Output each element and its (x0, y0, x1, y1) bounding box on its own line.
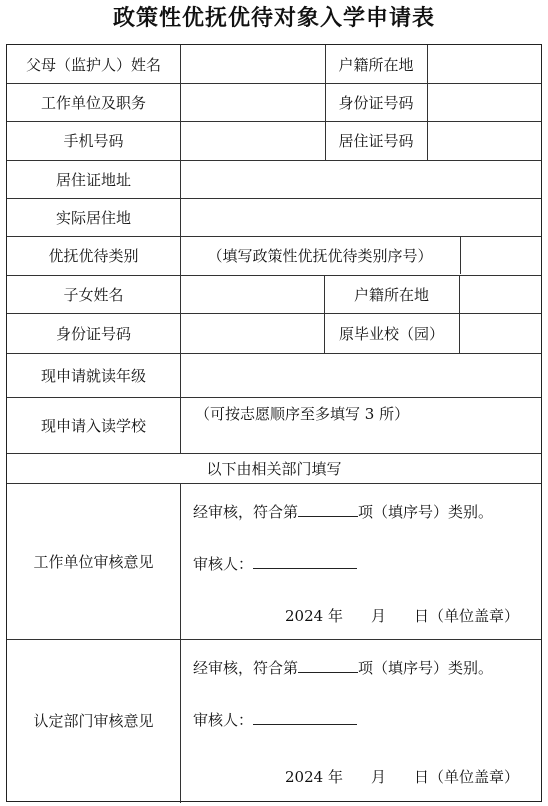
reviewer-signature-blank[interactable] (253, 567, 357, 569)
date-day-seal: 日（单位盖章） (413, 768, 519, 786)
child-hukou-field[interactable] (459, 275, 541, 313)
work-unit-label: 工作单位及职务 (40, 93, 146, 112)
reviewer-label: 审核人： (193, 711, 254, 729)
date-month: 月 (370, 768, 386, 786)
section-header: 以下由相关部门填写 (206, 459, 342, 478)
school-hint[interactable]: （可按志愿顺序至多填写 3 所） (195, 405, 410, 423)
parent-hukou-field[interactable] (427, 45, 541, 83)
child-id-number-label: 身份证号码 (55, 324, 131, 343)
parent-name-field[interactable] (180, 45, 325, 83)
grade-field[interactable] (180, 353, 541, 397)
category-extra-field[interactable] (460, 236, 541, 275)
parent-name-label: 父母（监护人）姓名 (25, 55, 161, 74)
review-line-prefix: 经审核，符合第 (193, 659, 299, 677)
authority-review-date (285, 766, 519, 787)
authority-review-label: 认定部门审核意见 (33, 711, 154, 730)
form-title: 政策性优抚优待对象入学申请表 (112, 5, 435, 31)
grade-label: 现申请就读年级 (40, 366, 146, 385)
residence-permit-address-field[interactable] (180, 160, 541, 198)
category-label: 优抚优待类别 (48, 247, 139, 265)
review-line-suffix: 项（填序号）类别。 (358, 503, 494, 521)
reviewer-label: 审核人： (193, 555, 254, 573)
category-hint[interactable]: （填写政策性优抚优待类别序号） (207, 247, 433, 265)
work-unit-reviewer-line (193, 553, 357, 574)
child-name-label: 子女姓名 (63, 285, 124, 304)
review-line-prefix: 经审核，符合第 (193, 503, 299, 521)
residence-permit-label: 居住证号码 (338, 132, 414, 150)
prev-school-label: 原毕业校（园） (338, 324, 444, 343)
column-divider (180, 483, 181, 803)
work-unit-field[interactable] (180, 83, 325, 121)
child-hukou-label: 户籍所在地 (353, 285, 429, 304)
review-line-suffix: 项（填序号）类别。 (358, 659, 494, 677)
school-label: 现申请入读学校 (40, 416, 146, 435)
parent-id-number-field[interactable] (427, 83, 541, 121)
residence-permit-address-label: 居住证地址 (55, 170, 131, 189)
actual-residence-label: 实际居住地 (55, 208, 131, 227)
child-id-number-field[interactable] (180, 313, 324, 353)
actual-residence-field[interactable] (180, 198, 541, 236)
phone-label: 手机号码 (63, 132, 124, 150)
work-unit-review-date (285, 605, 519, 626)
authority-review-line (193, 657, 493, 678)
date-year: 2024 年 (285, 607, 343, 625)
phone-field[interactable] (180, 121, 325, 160)
date-year: 2024 年 (285, 768, 343, 786)
date-month: 月 (370, 607, 386, 625)
parent-id-number-label: 身份证号码 (338, 93, 414, 112)
authority-reviewer-line (193, 709, 357, 730)
reviewer-signature-blank[interactable] (253, 723, 357, 725)
application-form-table (6, 44, 542, 802)
child-name-field[interactable] (180, 275, 324, 313)
date-day-seal: 日（单位盖章） (413, 607, 519, 625)
prev-school-field[interactable] (459, 313, 541, 353)
category-number-blank[interactable] (298, 671, 358, 673)
residence-permit-field[interactable] (427, 121, 541, 160)
parent-hukou-label: 户籍所在地 (338, 55, 414, 74)
work-unit-review-label: 工作单位审核意见 (33, 552, 154, 571)
work-unit-review-line (193, 501, 493, 522)
category-number-blank[interactable] (298, 515, 358, 517)
